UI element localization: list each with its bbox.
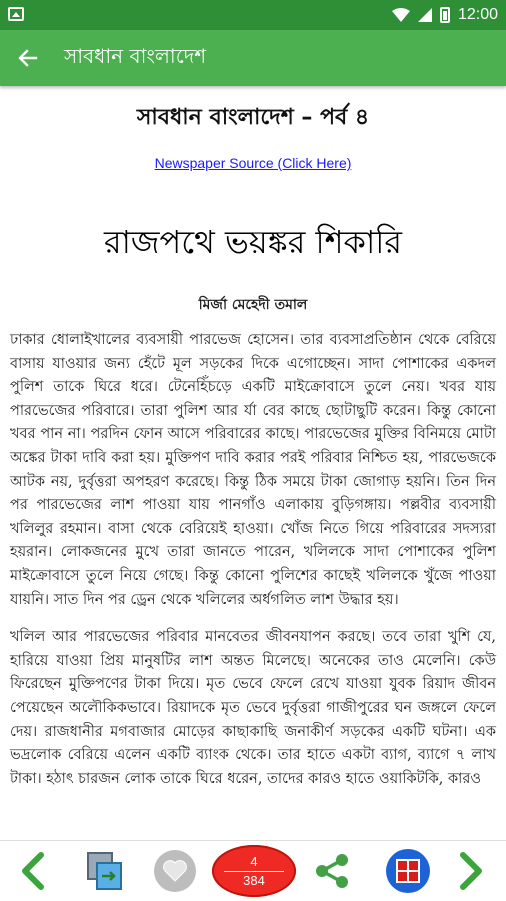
article-content[interactable] — [0, 86, 506, 840]
next-page-button[interactable] — [450, 847, 494, 895]
menu-grid-button[interactable] — [386, 849, 430, 893]
grid-icon — [395, 858, 421, 884]
image-notification-icon — [8, 7, 24, 21]
page-counter[interactable] — [212, 845, 296, 897]
share-icon — [310, 849, 354, 893]
status-time: 12:00 — [457, 6, 498, 23]
back-button[interactable] — [0, 30, 56, 86]
page-counter-divider — [224, 871, 284, 872]
copy-icon — [86, 849, 124, 893]
article-paragraph: ঢাকার ধোলাইখালের ব্যবসায়ী পারভেজ হোসেন। তার ব্যবসাপ্রতিষ্ঠান থেকে বেরিয়ে বাসায় যাওয়ার জন্য হেঁটে মূল সড়কের দিকে এগোচ্ছেন। সাদা পোশাকের একদল পুলিশ তাকে ঘিরে ধরে। টেনেহিঁচড়ে একটি মাইক্রোবাসে তুলে নেয়। খবর যায় পারভেজের পরিবারে। তারা পুলিশ আর র্যা বের কাছে ছোটাছুটি করেন। কিন্তু কোনো খবর পান না। পরদিন ফোন আসে পরিবারের কাছে। পারভেজের মুক্তির বিনিময়ে মোটা অঙ্কের টাকা দাবি করা হয়। মুক্তিপণ দাবি করার পরই পরিবার নিশ্চিত হয়, পারভেজকে আটক নয়, দুর্বৃত্তরা অপহরণ করেছে। কিন্তু ঠিক সময়ে টাকা জোগাড় হয়নি। তিন দিন পর পারভেজের লাশ পাওয়া যায় পানগাঁও এলাকায় বুড়িগঙ্গায়। পল্লবীর ব্যবসায়ী খলিলুর রহমান। বাসা থেকে বেরিয়েই হাওয়া। খোঁজ নিতে গিয়ে পরিবারের সদস্যরা হয়রান। লোকজনের মুখে তারা জানতে পারেন, খলিলকে সাদা পোশাকের পুলিশ মাইক্রোবাসে তুলে নিয়ে গেছে। কিন্তু কোনো পুলিশের কাছেই খলিলকে খুঁজে পাওয়া যায়নি। সাত দিন পর ড্রেন থেকে খলিলের অর্ধগলিত লাশ উদ্ধার হয়। — [10, 332, 496, 608]
article-headline: রাজপথে ভয়ঙ্কর শিকারি — [104, 223, 402, 261]
chevron-left-icon — [17, 851, 47, 891]
status-icons — [392, 0, 498, 30]
newspaper-source-link[interactable]: Newspaper Source (Click Here) — [154, 155, 352, 171]
heart-icon — [162, 859, 188, 883]
article-author: মির্জা মেহেদী তমাল — [198, 297, 308, 313]
app-bar — [0, 30, 506, 86]
previous-page-button[interactable] — [10, 847, 54, 895]
current-page-number: 4 — [250, 853, 258, 869]
wifi-icon — [392, 8, 410, 22]
app-bar-title: সাবধান বাংলাদেশ — [64, 43, 207, 68]
signal-icon — [418, 8, 432, 22]
bottom-toolbar — [0, 840, 506, 901]
article-paragraph: খলিল আর পারভেজের পরিবার মানবেতর জীবনযাপন করছে। তবে তারা খুশি যে, হারিয়ে যাওয়া প্রিয় মানুষটির লাশ অন্তত মিলেছে। অনেকের তাও মেলেনি। কেউ ফিরেছেন মুক্তিপণের টাকা দিয়ে। মৃত ভেবে ফেলে রেখে যাওয়া যুবক রিয়াদ জীবন পেয়েছেন অলৌকিকভাবে। রিয়াদকে মৃত ভেবে দুর্বৃত্তরা গাজীপুরের ঘন জঙ্গলে ফেলে দেয়। রাজধানীর মগবাজার মোড়ের কাছাকাছি জনাকীর্ণ সড়কের একটি ঘটনা। এক ভদ্রলোক বেরিয়ে এলেন একটি ব্যাংক থেকে। তার হাতে একটা ব্যাগ, ব্যাগে ৭ লাখ টাকা। হঠাৎ চারজন লোক তাকে ঘিরে ধরেন, তাদের কারও হাতে ওয়াকিটকি, কারও — [10, 629, 496, 787]
chevron-right-icon — [457, 851, 487, 891]
battery-icon — [440, 7, 450, 23]
arrow-left-icon — [18, 48, 38, 68]
copy-button[interactable] — [86, 849, 124, 893]
status-bar — [0, 0, 506, 30]
favorite-button[interactable] — [154, 850, 196, 892]
share-button[interactable] — [310, 849, 354, 893]
episode-title: সাবধান বাংলাদেশ – পর্ব ৪ — [136, 105, 370, 130]
total-pages-number: 384 — [243, 872, 265, 888]
